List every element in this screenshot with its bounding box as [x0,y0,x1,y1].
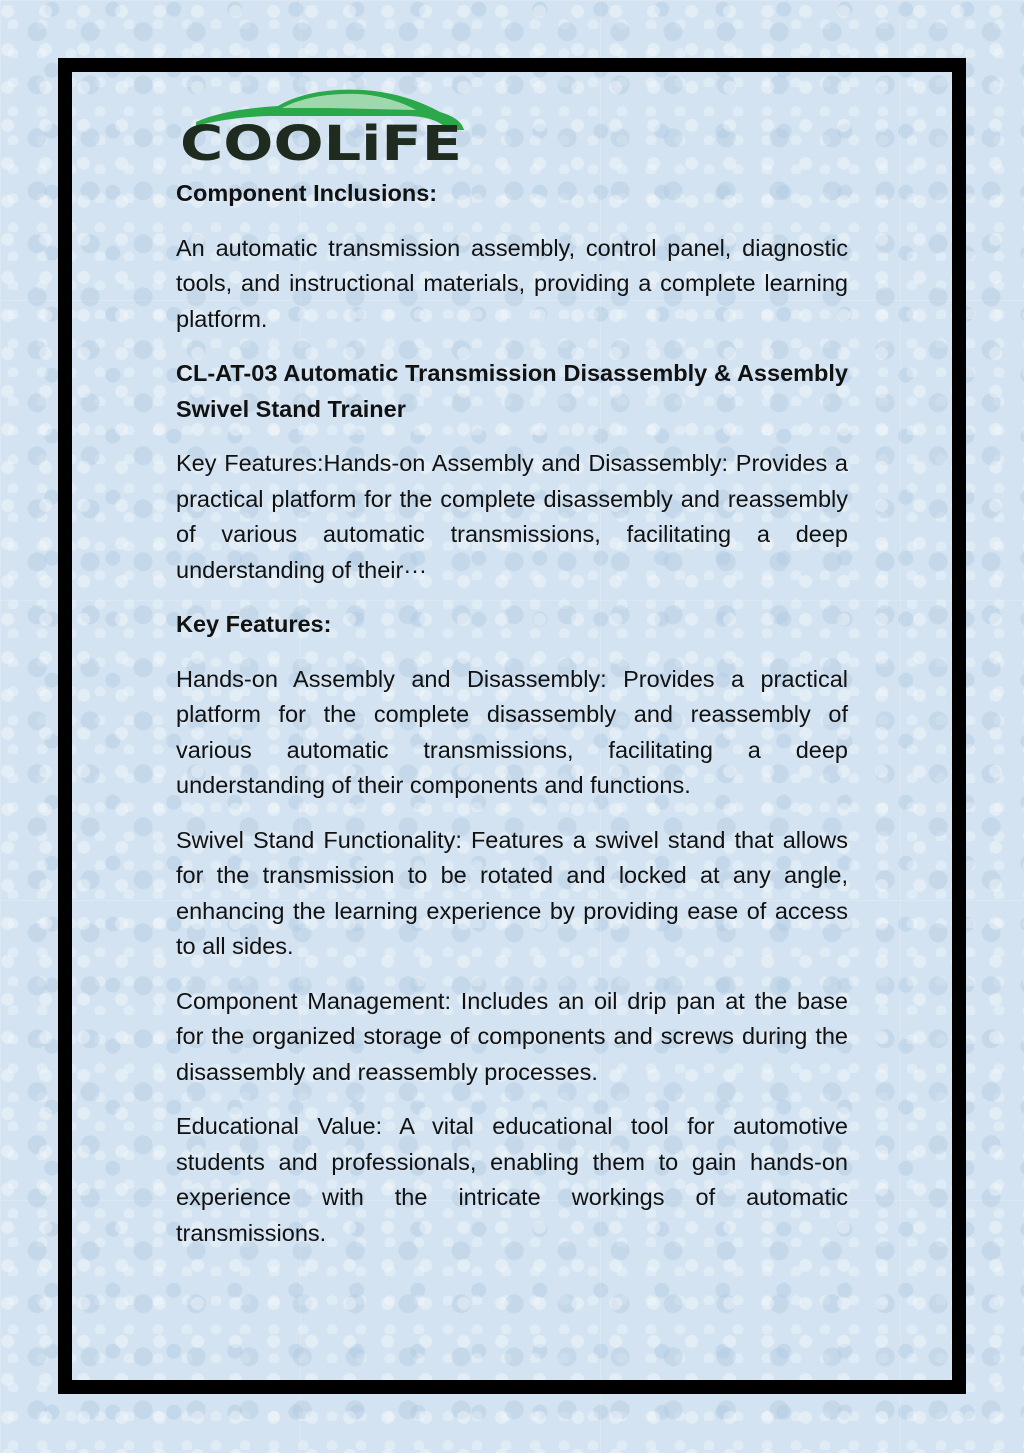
feature-component-management: Component Management: Includes an oil drip pan at the base for the organized storage of components and screws during the disassembly and reassembly processes. [176,987,848,1085]
coolife-logo [178,86,468,166]
product-title: CL-AT-03 Automatic Transmission Disassembly & Assembly Swivel Stand Trainer [176,360,848,422]
feature-assembly: Hands-on Assembly and Disassembly: Provides a practical platform for the complete disassembly and reassembly of various automatic transmissions, facilitating a deep understanding of their components and functions. [176,665,848,798]
summary-paragraph: Key Features:Hands-on Assembly and Disassembly: Provides a practical platform for the complete disassembly and reassembly of various automatic transmissions, facilitating a deep understanding of their··· [176,450,848,583]
inclusions-heading: Component Inclusions: [176,180,438,206]
document-body [176,176,848,1270]
feature-swivel-stand: Swivel Stand Functionality: Features a swivel stand that allows for the transmission to be rotated and locked at any angle, enhancing the learning experience by providing ease of access to all sides. [176,826,848,959]
inclusions-paragraph: An automatic transmission assembly, control panel, diagnostic tools, and instructional materials, providing a complete learning platform. [176,234,848,332]
feature-educational-value: Educational Value: A vital educational tool for automotive students and professionals, enabling them to gain hands-on experience with the intricate workings of automatic transmissions. [176,1113,848,1246]
logo-brand-text: COOLiFE [180,116,462,166]
features-heading: Key Features: [176,611,332,637]
